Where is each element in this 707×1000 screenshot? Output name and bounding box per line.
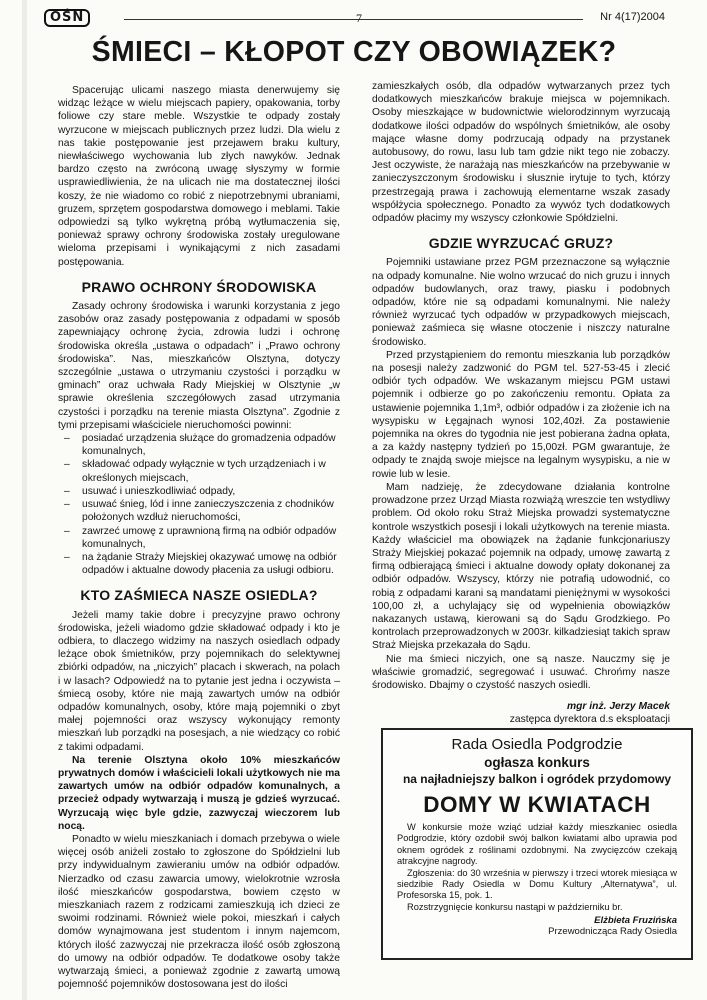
page-number: 7 xyxy=(356,11,362,25)
section-heading-prawo: PRAWO OCHRONY ŚRODOWISKA xyxy=(81,278,317,295)
left-column xyxy=(58,84,340,991)
author-role: zastępca dyrektora d.s eksploatacji xyxy=(509,714,670,726)
box-org: Rada Osiedla Podgrodzie xyxy=(451,736,623,753)
box-contest-title: DOMY W KWIATACH xyxy=(423,792,651,817)
list-item: – posiadać urządzenia służące do gromadzenia odpadów komunalnych, xyxy=(58,432,340,458)
list-item: – zawrzeć umowę z uprawnioną firmą na odbiór odpadów komunalnych, xyxy=(58,525,340,551)
box-paragraph: Rozstrzygnięcie konkursu nastąpi w październiku br. xyxy=(407,901,623,912)
paragraph: Mam nadzieję, że zdecydowane działania kontrolne prowadzone przez Urząd Miasta rozwiążą wreszcie ten wstydliwy problem. Od około roku Straż Miejska prowadzi systematyczne kontrole wszystkich posesji i lokali użytkowych na terenie miasta. Każdy właściciel ma obowiązek na żądanie funkcjonariuszy Straży Miejskiej pokazać pojemnik na odpady, umowę zawartą z firmą odbierającą śmieci i aktualne dowody opłaty dokonanej za odbiór odpadów. Wszyscy, którzy nie potrafią udowodnić, co robią z odpadami karani są mandatami pieniężnymi w wysokości 100,00 zł, a uchylający się od wypełnienia obowiązków nakazanych ustawą, kierowani są do Sądu Grodzkiego. Po kontrolach przeprowadzonych w 2003r. kilkadziesiąt takich spraw Straż Miejska przekazała do Sądu. xyxy=(372,481,670,652)
paragraph: Zasady ochrony środowiska i warunki korzystania z jego zasobów oraz zasady postępowania z odpadami w sposób zapewniający ochronę życia, zdrowia ludzi i ochronę środowiska określa „ustawa o odpadach” i „Prawo ochrony środowiska”. Nas, mieszkańców Olsztyna, dotyczy szczególnie „ustawa o utrzymaniu czystości i porządku w gminach” oraz uchwała Rady Miejskiej w Olsztynie „w sprawie określenia szczegółowych zasad utrzymania czystości i porządku na terenie miasta Olsztyna”. Zgodnie z tymi przepisami właściciele nieruchomości powinni: xyxy=(58,301,340,431)
scan-edge xyxy=(22,0,27,1000)
list-item: – usuwać i unieszkodliwiać odpady, xyxy=(58,485,340,498)
paragraph: Pojemniki ustawiane przez PGM przeznaczone są wyłącznie na odpady komunalne. Nie wolno wrzucać do nich gruzu i innych odpadów budowlanych, oraz trawy, piasku i podobnych odpadów, które nie są odpadami komunalnymi. Nie należy również wyrzucać tych odpadów w przypadkowych miejscach, ponieważ zaśmieca się własne otoczenie i niszczy naturalne środowisko. xyxy=(372,257,670,348)
issue-number: Nr 4(17)2004 xyxy=(600,11,665,23)
bold-paragraph: Na terenie Olsztyna około 10% mieszkańców prywatnych domów i właścicieli lokali użytkowych nie ma zawartych umów na odbiór odpadów komunalnych, a przecież odpady wytwarzają i muszą je gdzieś wyrzucać. Wyrzucają więc byle gdzie, zazwyczaj wieczorem lub nocą. xyxy=(58,754,340,832)
list-item: – usuwać śnieg, lód i inne zanieczyszczenia z chodników położonych wzdłuż nieruchomości, xyxy=(58,498,340,524)
right-column xyxy=(372,80,670,740)
paragraph: zamieszkałych osób, dla odpadów wytwarzanych przez tych dodatkowych mieszkańców brakuje miejsca w pojemnikach. Osoby mieszkające w budownictwie wielorodzinnym wyrzucają dodatkowe ilości odpadów do wspólnych śmietników, ale osoby mające własne domy podrzucają odpady na przystanek autobusowy, do rowu, lasu lub tam gdzie nikt tego nie zobaczy. Jest oczywiste, że narażają nas mieszkańców na przebywanie w zanieczyszczonym środowisku i słusznie irytuje to tych, którzy przestrzegają prawa i zachowują elementarne wszak zasady współżycia społecznego. Ponadto za wywóz tych dodatkowych odpadów płacimy my wszyscy członkowie Spółdzielni. xyxy=(372,81,670,225)
author-name: mgr inż. Jerzy Macek xyxy=(566,701,670,713)
obligations-list xyxy=(58,432,340,577)
magazine-logo: OŚN xyxy=(44,9,90,27)
section-heading-kto: KTO ZAŚMIECA NASZE OSIEDLA? xyxy=(80,587,318,604)
paragraph: Ponadto w wielu mieszkaniach i domach przebywa o wiele więcej osób aniżeli zostało to zgłoszone do Spółdzielni lub przy indywidualnym zawieraniu umów na odbiór odpadów. Nierzadko od czasu zawarcia umowy, wielokrotnie wzrosła ilość mieszkańców gospodarstwa, bowiem często w mieszkaniach razem z rodzicami zamieszkują ich dzieci ze swoimi rodzinami. Również wiele pokoi, mieszkań i całych domów wynajmowana jest studentom i innym najemcom, których ilość zazwyczaj nie przekracza ilość osób zgłoszoną do umowy na odbiór odpadów. Te dodatkowe osoby także wytwarzają śmieci, a ponieważ zgodnie z zawartą umową pojemność pojemników dostosowana jest do ilości xyxy=(58,833,340,991)
box-paragraph: Zgłoszenia: do 30 września w pierwszy i trzeci wtorek miesiąca w siedzibie Rady Osiedla w Domu Kultury „Alternatywa”, ul. Profesorska 15, pok. 1. xyxy=(397,867,677,901)
contest-announcement-box xyxy=(381,728,693,960)
page-header xyxy=(44,9,665,31)
list-item: – na żądanie Straży Miejskiej okazywać umowę na odbiór odpadów i aktualne dowody płacenia za usługi odbioru. xyxy=(58,551,340,577)
list-item: – składować odpady wyłącznie w tych urządzeniach i w określonych miejscach, xyxy=(58,458,340,484)
article-title: ŚMIECI – KŁOPOT CZY OBOWIĄZEK? xyxy=(91,36,617,68)
paragraph: Nie ma śmieci niczyich, one są nasze. Nauczmy się je właściwie gromadzić, segregować i usuwać. Chrońmy nasze środowisko. Dbajmy o czystość naszych osiedli. xyxy=(372,653,670,691)
box-subject: na najładniejszy balkon i ogródek przydomowy xyxy=(402,772,672,786)
box-paragraph: W konkursie może wziąć udział każdy mieszkaniec osiedla Podgrodzie, który ozdobił swój balkon kwiatami albo uprawia pod oknem ogródek z roślinami ozdobnymi. Na zwycięzców czekają atrakcyjne nagrody. xyxy=(397,822,677,867)
intro-paragraph: Spacerując ulicami naszego miasta denerwujemy się widząc leżące w wielu miejscach papiery, opakowania, torby foliowe czy stare meble. Wszystkie te odpady zostały wyrzucone w miejscach publicznych przez ludzi. Dla wielu z nas takie postępowanie jest przejawem braku kultury, niewłaściwego wychowania lub złych nawyków. Jednak bardzo często na zwróconą uwagę słyszymy w formie usprawiedliwienia, że na ulicach nie ma dostatecznej ilości koszy, że nie wiadomo co robić z niepotrzebnymi ubraniami, gruzem, sprzętem gospodarstwa domowego i meblami. Takie odpowiedzi są tylko wykrętną próbą wytłumaczenia się, ponieważ sprawy ochrony środowiska zostały uregulowane wieloma przepisami i wynikającymi z nich zasadami postępowania. xyxy=(58,85,340,268)
box-body xyxy=(383,818,691,913)
section-heading-gruz: GDZIE WYRZUCAĆ GRUZ? xyxy=(428,235,614,252)
box-signer-name: Elżbieta Fruzińska xyxy=(594,915,677,927)
header-rule xyxy=(124,19,583,20)
paragraph: Przed przystąpieniem do remontu mieszkania lub porządków na posesji należy zadzwonić do PGM tel. 527-53-45 i zlecić odbiór tych odpadów. We wskazanym miejscu PGM ustawi pojemnik i odbierze go po zakończeniu remontu. Opłata za ustawienie pojemnika 1,1m³, odbiór odpadów i za złożenie ich na wysypisku w Łęgajnach wynosi 102,40zł. Za postawienie pojemnika na okres do tygodnia nie jest pobierana żadna opłata, a za każdy następny tydzień po 15,00zł. PGM gwarantuje, że odpady te znajdą swoje miejsce na legalnym wysypisku, a nie w rowie lub w lesie. xyxy=(372,349,670,480)
box-announces: ogłasza konkurs xyxy=(484,755,590,770)
box-signer-role: Przewodnicząca Rady Osiedla xyxy=(548,926,677,938)
paragraph: Jeżeli mamy takie dobre i precyzyjne prawo ochrony środowiska, jeżeli wiadomo gdzie składować odpady i kto je odbiera, to dlaczego widzimy na naszych osiedlach odpady leżące obok śmietników, przy pojemnikach do selektywnej zbiórki odpadów, na „niczyich” placach i skwerach, na polach i w lasach? Odpowiedź na to pytanie jest jedna i oczywista – śmiecą osoby, które nie mają zawartych umów na odbiór odpadów komunalnych, osoby, które mają pojemniki o zbyt małej pojemności oraz wszyscy wykonujący remonty mieszkań lub porządki na posesjach, a nie wiedzący co robić z takimi odpadami. xyxy=(58,609,340,753)
box-signature xyxy=(383,915,691,937)
